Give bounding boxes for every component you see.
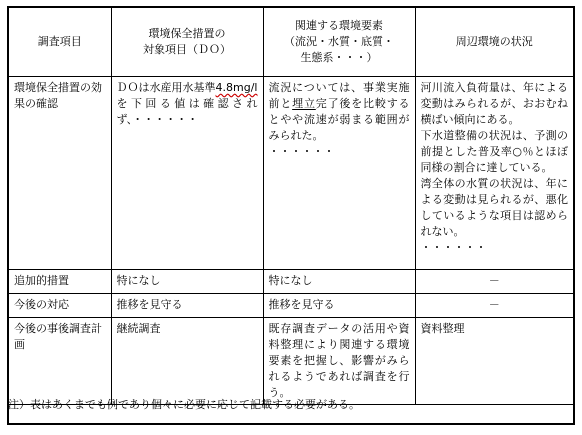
cell-effect-target: ＤＯは水産用水基準4.8mg/lを下回る値は確認されず、・・・・・・: [111, 77, 263, 270]
table-row-future-response: [9, 294, 573, 318]
example-table-frame: [7, 6, 575, 425]
cell-additional-item: 追加的措置: [9, 270, 111, 294]
cell-future-item: 今後の対応: [9, 294, 111, 318]
cell-future-related: 推移を見守る: [263, 294, 415, 318]
cell-plan-status: 資料整理: [415, 318, 573, 405]
header-survey-item: 調査項目: [9, 8, 111, 77]
cell-plan-target: 継続調査: [111, 318, 263, 405]
cell-future-status: －: [415, 294, 573, 318]
underlined-term: 埋立: [292, 97, 316, 110]
footnote: 注）表はあくまでも例であり個々に必要に応じて記載する必要がある。: [8, 398, 360, 411]
cell-additional-related: 特になし: [263, 270, 415, 294]
cell-additional-status: －: [415, 270, 573, 294]
cell-effect-status: 河川流入負荷量は、年による変動はみられるが、おおむね横ばい傾向にある。 下水道整備の状況は、予測の前提とした普及率○％とほぼ同様の割合に達している。 湾全体の水質の状況は、年による変動は見られるが、悪化しているような項目は認められない。 ・・・・・・: [415, 77, 573, 270]
table-row-survey-plan: [9, 318, 573, 405]
header-related-elements: 関連する環境要素 （流況・水質・底質・ 生態系・・・）: [263, 8, 415, 77]
header-target-item: 環境保全措置の 対象項目（ＤＯ）: [111, 8, 263, 77]
header-surrounding-status: 周辺環境の状況: [415, 8, 573, 77]
cell-plan-item: 今後の事後調査計画: [9, 318, 111, 405]
cell-future-target: 推移を見守る: [111, 294, 263, 318]
cell-plan-related: 既存調査データの活用や資料整理により関連する環境要素を把握し、影響がみられるようであれば調査を行う。: [263, 318, 415, 405]
table-row-additional-measures: [9, 270, 573, 294]
header-row: [9, 8, 573, 77]
table-row-effect-check: [9, 77, 573, 270]
cell-additional-target: 特になし: [111, 270, 263, 294]
environmental-measures-table: [9, 8, 573, 405]
wavy-underlined-value: 4.8mg/l: [215, 81, 258, 94]
cell-effect-item: 環境保全措置の効果の確認: [9, 77, 111, 270]
cell-effect-related: 流況については、事業実施前と埋立完了後を比較するとやや流速が弱まる範囲がみられた。 ・・・・・・: [263, 77, 415, 270]
